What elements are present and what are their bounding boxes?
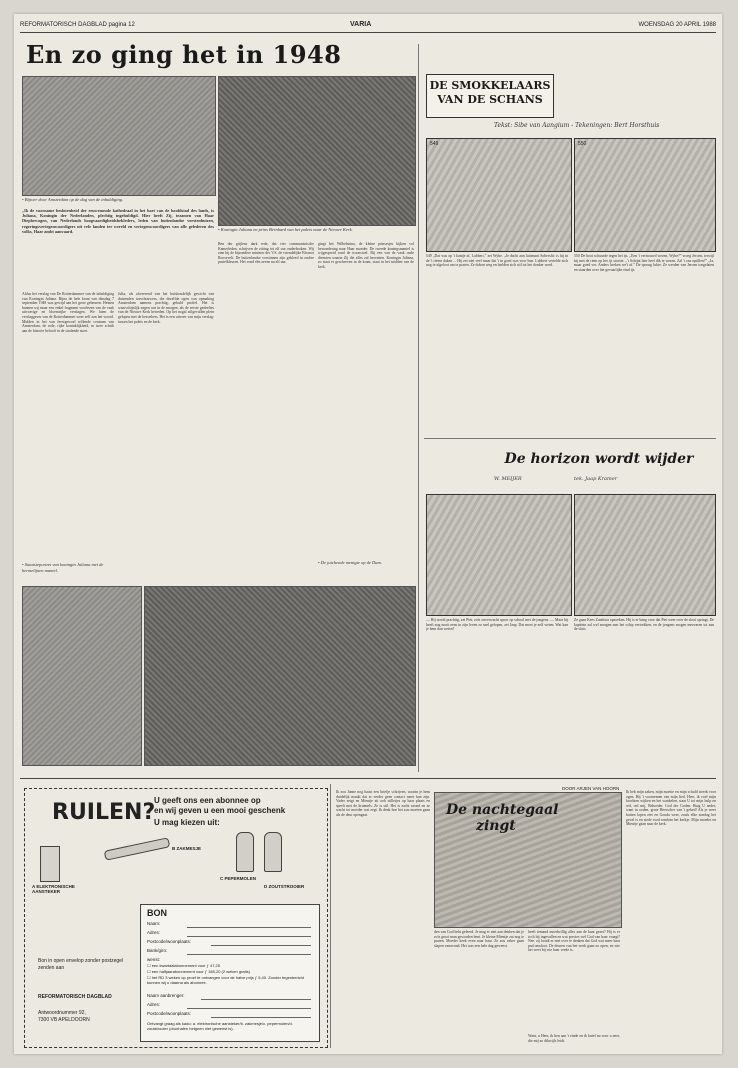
photo-coach-amsterdam (22, 76, 216, 196)
gift-c-label: C PEPERMOLEN (220, 876, 257, 881)
comic-horizon-text-left: — Hij wordt prachtig, zei Piet, zo'n onverwacht spoor op school met de jongens. — Maar hij heeft nog nooit eens in zijn leven zo snel gelopen, zei Jaap. Dat moet je zelf weten. Wat kan je hem dan weten? (426, 618, 568, 632)
photo-crowd-dam (144, 586, 416, 766)
saltshaker-icon (264, 832, 282, 872)
story-title (446, 802, 559, 834)
photo-portrait-queen (22, 586, 142, 766)
option-2-text: een halfjaarabonnement voor ƒ 185,20 (2 weken gratis) (151, 969, 250, 974)
field-giver-postal-input[interactable] (211, 1017, 311, 1018)
field-bank-input[interactable] (187, 954, 311, 955)
comic-horizon-author: W. MEIJER (494, 476, 522, 482)
caption-portrait: • Staatsieportret van koningin Juliana met de hermelijnen mantel. (22, 562, 104, 573)
header-section: VARIA (350, 21, 372, 28)
story-byline: DOOR ARJEN VAN HOORN (562, 786, 620, 791)
comic-smokkelaars-text-550: 550 De boot schuurde tegen het ijs. „Een 't vertrouwd wezen, Wybe?” vroeg Jeroen, terwijl hij met de riem op het ijs stootte. „'t Schijnt hier heel dik te wezen. Zal 't ons optillen?” „Ja, maar goed ver. Anders breken we't af.” De sprong lukte. Ze werden van Jeroen toegelaten en staarden over het gevaarlijke eind ijs. (574, 254, 714, 272)
mail-address-2: 7300 VB APELDOORN (38, 1017, 90, 1023)
option-1-text: een kwartaalabonnement voor ƒ 47,25 (151, 963, 220, 968)
option-3-text: het RD 3 weken op proef te ontvangen voor de halve prijs ƒ 5,40. Zonder tegenbericht kunnen wij u daarna als abonnee. (147, 975, 305, 985)
panel-number: 549 (430, 141, 439, 147)
section-divider (20, 778, 716, 779)
comic-smokkelaars-panel-549 (426, 138, 572, 252)
comic-smokkelaars-text-549: 549 „Dat was op 't kantje af, Lubbert,” zei Wybe. „Je dacht aan luitenant Sobersfit: is hij in de 't rieten daken ... Hij zei niet veel maar dat 't in goed was voor hun. Lubbert vertelde zich nog te afgeloot om te praten. Ze doken weg en hielden zich stil tot het donker werd. (426, 254, 568, 268)
caption-coach: • Bijtoer door Amsterdam op de dag van de inhuldiging. (22, 197, 124, 202)
article-col-4: gingt het Wilhelmina, de kleine prinsesjes kijken vol bewondering naar Haar moeder. De tweede koningsmantel is wijgespreid rond de troonstoel. Bij een van de vaak oude diensten waarin Zij die alles zal hervatten. Koningin Juliana, zo staat er geschreven in de krant, staat in het midden van de kerk. (318, 242, 414, 269)
article-headline: En zo ging het in 1948 (26, 40, 342, 69)
column-divider (418, 44, 419, 772)
mail-address-1: Antwoordnummer 92, (38, 1010, 86, 1016)
field-name-input[interactable] (187, 927, 311, 928)
page-header (20, 20, 716, 33)
comic-horizon-title: De horizon wordt wijder (504, 451, 694, 467)
coupon-offer-line2: en wij geven u een mooi geschenk (154, 806, 286, 815)
option-3[interactable]: ☐ het RD 3 weken op proef te ontvangen voor de halve prijs ƒ 5,40. Zonder tegenbericht kunnen wij u daarna als abonnee. (147, 975, 305, 985)
field-bank-label: Bank/giro: (147, 948, 168, 953)
comic-smokkelaars-title (426, 74, 554, 118)
article-col-1: Aldus het verslag van De Rotterdammer van de inhuldiging van Koningin Juliana. Bijna de hele krant van dinsdag 7 september 1948 was gewijd aan het grote gebeuren. Heinen bannen wij maar een enkel fragment voorlezen van de vaak uitvoerige en bloemrijke verslagen. We laten de verslaggever van de Rotterdammer weer zelf aan het woord. Midden in het van feestgewoel trillende centrum van Amsterdam, de rode, rijke koninklijkheid, in twee schrik aan de historie belooft in de stralende stoet. (22, 292, 114, 333)
comic-smokkelaars-title-line1: DE SMOKKELAARS (429, 79, 551, 92)
field-wenst-label: wenst: (147, 957, 161, 962)
story-divider (330, 784, 331, 1048)
panel-number: 550 (578, 141, 587, 147)
peppermill-icon (236, 832, 254, 872)
story-title-line1: De nachtegaal (446, 802, 559, 818)
mail-organisation: REFORMATORISCH DAGBLAD (38, 994, 112, 1000)
story-col-3-end: Want, u Heer, ik ben aan 't einde en ik kniel nu voor u neer, die mij zo dikwijls leidt. (528, 1034, 620, 1043)
mail-instructions: Bon in open envelop zonder postzegel zenden aan (38, 958, 124, 971)
option-1[interactable]: ☐ een kwartaalabonnement voor ƒ 47,25 (147, 963, 220, 968)
option-2[interactable]: ☐ een halfjaarabonnement voor ƒ 185,20 (2 weken gratis) (147, 969, 250, 974)
gift-d-label: D ZOUTSTROOIER (264, 884, 305, 889)
form-title: BON (147, 908, 167, 918)
field-name-label: Naam: (147, 921, 161, 926)
comic-smokkelaars-title-line2: VAN DE SCHANS (437, 93, 543, 106)
gift-choice-text: Ontvangt graag als kado: a. elektronische aansteker/b. zakmesje/c. pepermolen/d. zoutstrooier (doorhalen hetgeen niet gewenst is). (147, 1021, 293, 1031)
story-col-3: heeft iemand moedwillig alles aan de kant gezet? Hij is er toch bij ingevallen en wat precies wel God van haar vraagt? Nee, zij houdt er niet over te denken dat God wat meer haar pad omsloot. De deuren van het werk gaan zo open, en wie het weet bij wie haar vrede is. (528, 930, 620, 953)
coupon-title: RUILEN? (52, 800, 156, 825)
gift-b-label: B ZAKMESJE (172, 846, 202, 851)
photo-queen-bernhard (218, 76, 416, 226)
coupon-form (140, 904, 320, 1042)
story-col-2: den van God hebt geleerd. Je mag er niet aan denken dat je zo'n groot man geworden bent. Je kleine Mientje zat nog te praten. Moeder keek even naar haar. Ze zou zeker gaan slapen vanavond. Het was een hele dag geweest. (434, 930, 524, 948)
story-right-col: Ik heb mijn zaken, mijn moeite en mijn schuld steeds voor ogen. Hij 't voornemen van mijn lied. Heer, ik voel mijn krachten wijken en het wankelen, staat U tot mijn hulp en red, red mij, Behoeder. God der Goden. Buig U neder, want in ooden, grote Heerscher van 't gebed! Als je weer buiten lopen ziet en Gouda weer, zoals elke zondag het geval is en stede rood rondom het kerkje. Mijn moeder en Mientje gaan naar de kerk. (626, 790, 716, 827)
comic-horizon-panel-right (574, 494, 716, 616)
caption-procession: • Koningin Juliana en prins Bernhard van het paleis naar de Nieuwe Kerk. (218, 227, 353, 232)
story-col-1: Ik zou Janne nog haast een briefje schrijven, waarin je hem duidelijk maakt dat er verder geen contact meer kan zijn. Vader zeigt en Mientje zit ook stilletjes op haar plaats en speelt met de kruimels. Ze is stil. Het is zacht avond en ze wacht tot moeder wat zegt. Ik denk hoe het zou moeten gaan als de deur opengaat. (336, 790, 430, 817)
newspaper-page (14, 14, 722, 1054)
lighter-icon (40, 846, 60, 882)
header-right: WOENSDAG 20 APRIL 1988 (638, 22, 716, 28)
field-giver-address-input[interactable] (187, 1008, 311, 1009)
coupon-offer-line3: U mag kiezen uit: (154, 818, 220, 827)
comic-divider (424, 438, 716, 439)
field-giver-postal-label: Postcode/woonplaats: (147, 1011, 192, 1016)
article-col-3: Ben der grijlens dark rede, dat vier communistische Kamerleden, schrijven de zitting tot elf uur onderbroken. Wij zien bij de bijzondere minister der V.S. de vriendelijke Eleanor Roosevelt. De buitenlandse vorstinnen zijn gekleed in zachte pastelkleuren. Het vond één zeven na elf uur. (218, 242, 314, 265)
gift-a-label: A ELEKTRONISCHE AANSTEKER (32, 884, 75, 894)
article-col-2: Julia, als afweerend van het huishoudelijk gewicht van duizenden toeschouwers, die dezelfde ogen van opmaking Amsterdam namens prachtig, gehuld profiel. Het is waarschijnlijk negen uur in de morgen, als de eerste gedeeltes van de Nieuwe Kerk betreden. Op het nogal stilgevallen plein gelopen met de bezoekers. Het is een uitvoer van mijn verslag: tussen het paleis en de kerk. (118, 292, 214, 324)
field-giver-address-label: Adres: (147, 1002, 161, 1007)
field-address-label: Adres: (147, 930, 161, 935)
caption-crowd: • De juichende menigte op de Dam. (318, 560, 382, 565)
comic-smokkelaars-panel-550 (574, 138, 716, 252)
article-intro: „Ik de voorname beslotenheid der eeuwenoude kathedraal in het hart van de hoofdstad des lands, is Juliana, Koningin der Nederlanden, plechtig ingehuldigd. Hier heeft Zij, tezamen van Haar Diepbewogen, van Nederlands hoogvaardigheidsbekleders, leden van buitenlandse vorstenhuizen, regeringsvertegenwoordigers uit vele landen ter wereld en vertegenwoordigers van alle gelederen des volks, Haar ambt aanvaard. (22, 208, 214, 234)
field-giver-label: Naam aanbrenger: (147, 993, 185, 998)
field-address-input[interactable] (187, 936, 311, 937)
comic-horizon-artist: tek. Jaap Kramer (574, 476, 618, 482)
coupon-offer (154, 796, 322, 828)
field-postal-input[interactable] (211, 945, 311, 946)
comic-horizon-panel-left (426, 494, 572, 616)
comic-horizon-text-right: Ze gaan Kees Zandstra opzoeken. Hij is er bang voor dat Piet weer over de sloot springt. De kapitein zal wel morgen met het schip vertrekken, en de jongens mogen meevaren tot aan de sluis. (574, 618, 714, 632)
coupon-offer-line1: U geeft ons een abonnee op (154, 796, 261, 805)
story-title-line2: zingt (476, 818, 516, 834)
field-postal-label: Postcode/woonplaats: (147, 939, 192, 944)
header-left: REFORMATORISCH DAGBLAD pagina 12 (20, 22, 135, 28)
comic-smokkelaars-credits: Tekst: Sibe van Aangium - Tekeningen: Bert Horsthuis (494, 122, 660, 129)
field-giver-input[interactable] (201, 999, 311, 1000)
